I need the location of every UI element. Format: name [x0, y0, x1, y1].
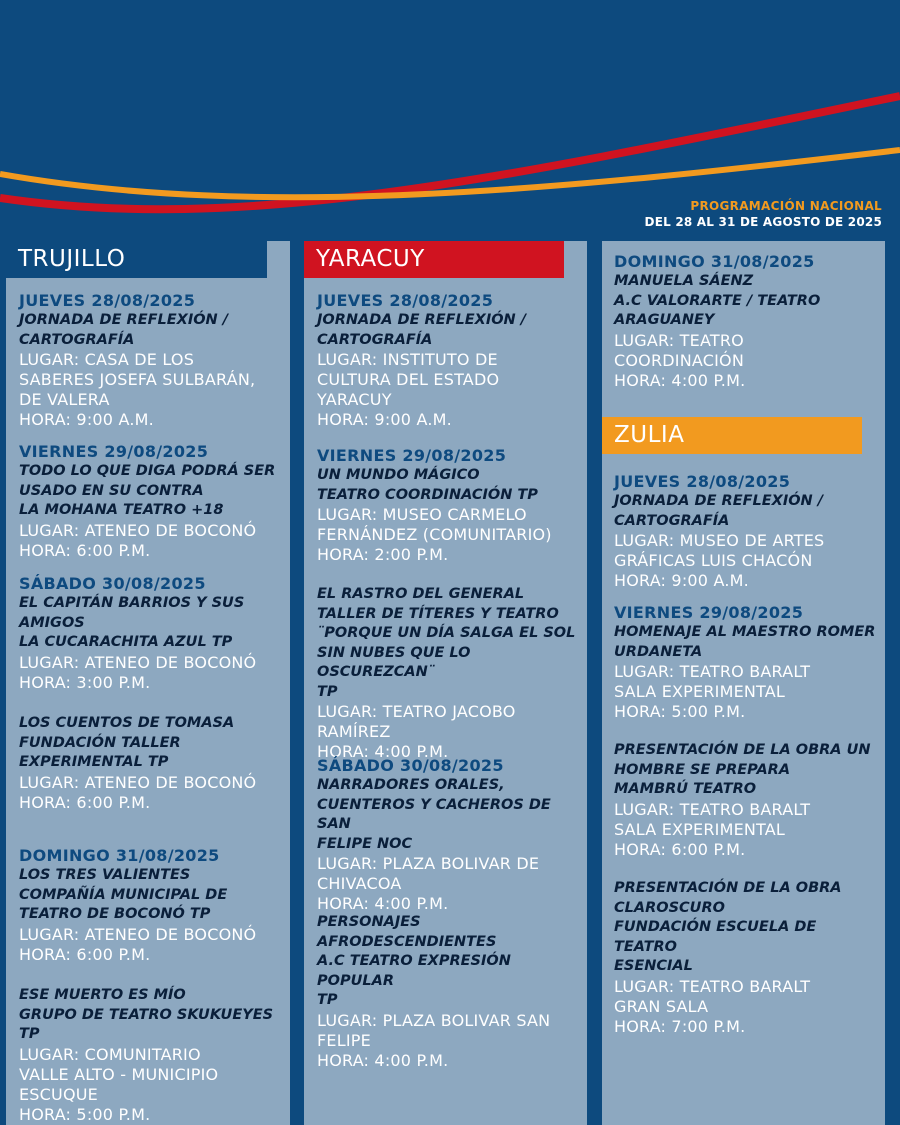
event-block [19, 442, 289, 561]
event-info: LUGAR: ATENEO DE BOCONÓ HORA: 3:00 P.M. [19, 652, 257, 692]
event-info: LUGAR: ATENEO DE BOCONÓ HORA: 6:00 P.M. [19, 520, 257, 560]
event-info: LUGAR: MUSEO DE ARTES GRÁFICAS LUIS CHACÓN HORA: 9:00 A.M. [614, 531, 825, 590]
event-date: JUEVES 28/08/2025 [614, 472, 791, 491]
event-date: JUEVES 28/08/2025 [317, 291, 494, 310]
program-title: PROGRAMACIÓN NACIONAL [690, 199, 882, 213]
event-title: JORNADA DE REFLEXIÓN / CARTOGRAFÍA [614, 493, 824, 529]
event-info: LUGAR: ATENEO DE BOCONÓ HORA: 6:00 P.M. [19, 924, 257, 964]
event-title: JORNADA DE REFLEXIÓN / CARTOGRAFÍA [317, 312, 527, 348]
event-block [19, 714, 289, 813]
event-info: LUGAR: COMUNITARIO VALLE ALTO - MUNICIPIO ESCUQUE HORA: 5:00 P.M. [19, 1044, 219, 1124]
event-date: JUEVES 28/08/2025 [19, 291, 196, 310]
event-info: LUGAR: TEATRO BARALT GRAN SALA HORA: 7:00 P.M. [614, 976, 811, 1036]
event-block [317, 291, 587, 430]
event-info: LUGAR: PLAZA BOLIVAR SAN FELIPE HORA: 4:00 P.M. [317, 1010, 551, 1070]
event-block [614, 252, 884, 391]
event-title: JORNADA DE REFLEXIÓN / CARTOGRAFÍA [19, 312, 229, 348]
event-info: LUGAR: CASA DE LOS SABERES JOSEFA SULBARÁN, DE VALERA HORA: 9:00 A.M. [19, 350, 256, 429]
event-title: MANUELA SÁENZ A.C VALORARTE / TEATRO ARAGUANEY [614, 273, 821, 328]
event-block [317, 913, 587, 1071]
event-title: LOS CUENTOS DE TOMASA FUNDACIÓN TALLER EXPERIMENTAL TP [19, 715, 235, 770]
region-heading-trujillo: TRUJILLO [6, 241, 267, 278]
event-date: SÁBADO 30/08/2025 [317, 756, 504, 775]
event-date: VIERNES 29/08/2025 [19, 442, 209, 461]
event-info: LUGAR: ATENEO DE BOCONÓ HORA: 6:00 P.M. [19, 772, 257, 812]
event-block [614, 879, 884, 1037]
event-info: LUGAR: TEATRO BARALT SALA EXPERIMENTAL HORA: 5:00 P.M. [614, 662, 811, 721]
event-info: LUGAR: PLAZA BOLIVAR DE CHIVACOA HORA: 4:00 P.M. [317, 854, 540, 913]
region-heading-zulia: ZULIA [602, 417, 862, 454]
event-block [19, 846, 289, 965]
event-title: EL RASTRO DEL GENERAL TALLER DE TÍTERES Y TEATRO ¨PORQUE UN DÍA SALGA EL SOL SIN NUBES QUE LO OSCUREZCAN¨ TP [317, 586, 576, 700]
event-date: SÁBADO 30/08/2025 [19, 574, 206, 593]
event-title: ESE MUERTO ES MÍO GRUPO DE TEATRO SKUKUEYES TP [19, 987, 274, 1042]
event-block [317, 756, 587, 914]
event-title: NARRADORES ORALES, CUENTEROS Y CACHEROS DE SAN FELIPE NOC [317, 777, 551, 852]
program-dates: DEL 28 AL 31 DE AGOSTO DE 2025 [644, 215, 882, 229]
event-title: PRESENTACIÓN DE LA OBRA CLAROSCURO FUNDACIÓN ESCUELA DE TEATRO ESENCIAL [614, 880, 842, 974]
event-title: PRESENTACIÓN DE LA OBRA UN HOMBRE SE PREPARA MAMBRÚ TEATRO [614, 742, 871, 797]
event-info: LUGAR: TEATRO JACOBO RAMÍREZ HORA: 4:00 P.M. [317, 702, 516, 761]
event-block [19, 986, 289, 1125]
event-date: VIERNES 29/08/2025 [614, 603, 804, 622]
event-title: TODO LO QUE DIGA PODRÁ SER USADO EN SU CONTRA LA MOHANA TEATRO +18 [19, 463, 276, 518]
event-block [614, 472, 884, 591]
event-info: LUGAR: TEATRO COORDINACIÓN HORA: 4:00 P.M. [614, 330, 746, 390]
event-block [19, 574, 289, 693]
event-title: LOS TRES VALIENTES COMPAÑÍA MUNICIPAL DE TEATRO DE BOCONÓ TP [19, 867, 228, 922]
event-title: PERSONAJES AFRODESCENDIENTES A.C TEATRO EXPRESIÓN POPULAR TP [317, 914, 511, 1008]
program-header [645, 198, 882, 230]
event-info: LUGAR: TEATRO BARALT SALA EXPERIMENTAL HORA: 6:00 P.M. [614, 799, 811, 859]
event-block [614, 603, 884, 722]
event-block [317, 446, 587, 565]
event-title: UN MUNDO MÁGICO TEATRO COORDINACIÓN TP [317, 467, 538, 503]
event-block [317, 585, 587, 762]
event-block [19, 291, 289, 430]
event-title: HOMENAJE AL MAESTRO ROMER URDANETA [614, 624, 876, 660]
event-title: EL CAPITÁN BARRIOS Y SUS AMIGOS LA CUCARACHITA AZUL TP [19, 595, 245, 650]
region-heading-yaracuy: YARACUY [304, 241, 564, 278]
event-info: LUGAR: MUSEO CARMELO FERNÁNDEZ (COMUNITARIO) HORA: 2:00 P.M. [317, 505, 552, 564]
event-block [614, 741, 884, 860]
event-info: LUGAR: INSTITUTO DE CULTURA DEL ESTADO YARACUY HORA: 9:00 A.M. [317, 350, 500, 429]
event-date: DOMINGO 31/08/2025 [19, 846, 220, 865]
event-date: VIERNES 29/08/2025 [317, 446, 507, 465]
event-date: DOMINGO 31/08/2025 [614, 252, 815, 271]
